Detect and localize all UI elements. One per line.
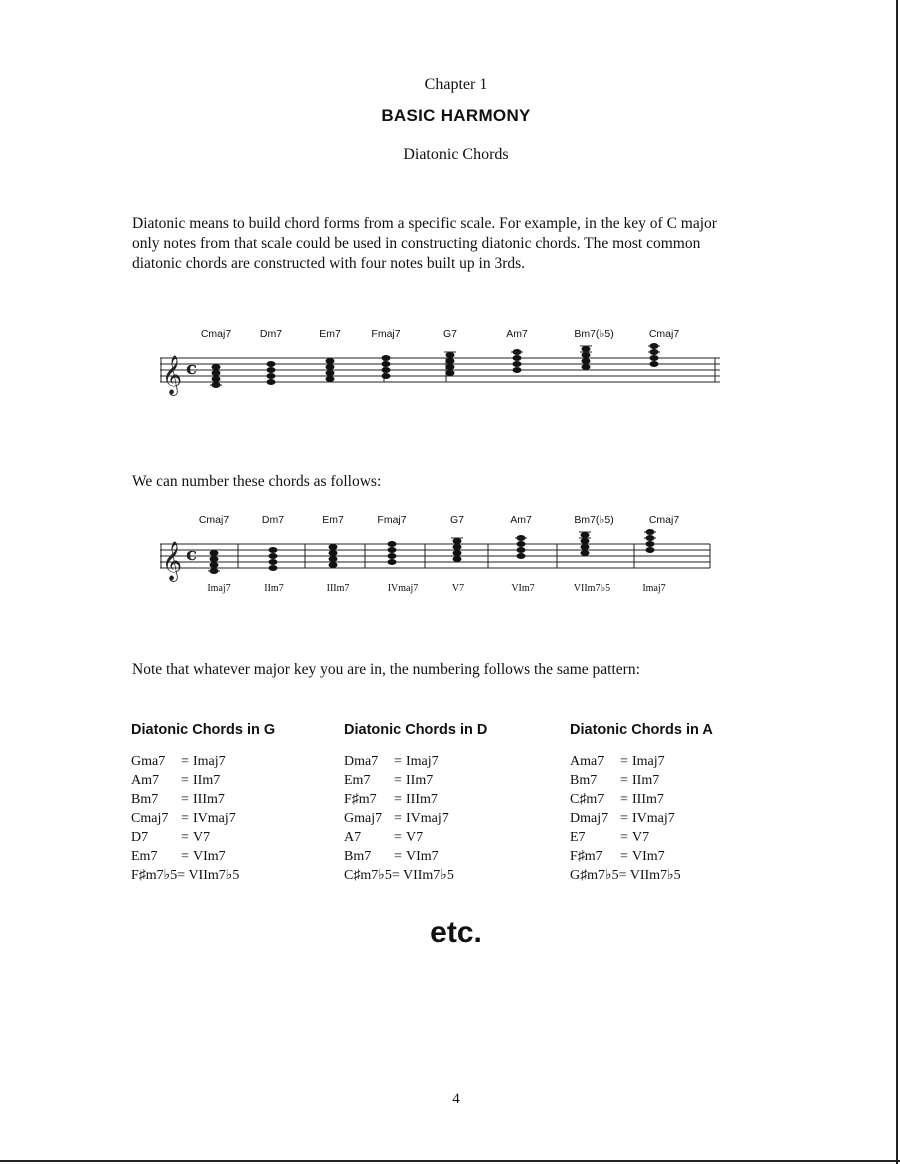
roman-numeral-label: IIIm7	[326, 583, 350, 594]
chord-symbol: C♯m7♭5=	[344, 868, 400, 883]
chord-symbol: Am7	[131, 773, 159, 788]
key-column-a	[570, 722, 770, 885]
roman-numeral: Imaj7	[406, 754, 439, 769]
roman-numeral: VIm7	[193, 849, 226, 864]
roman-numeral-label: IIm7	[264, 583, 284, 594]
key-column-d	[344, 722, 544, 885]
chord-notes	[388, 541, 397, 565]
chord-symbol: D7	[131, 830, 149, 845]
chord-row	[344, 809, 544, 828]
chord-symbol: Gma7	[131, 754, 166, 769]
chord-notes	[267, 361, 276, 385]
chord-symbol: C♯m7	[570, 792, 605, 807]
chord-row	[131, 847, 331, 866]
roman-numeral: IVmaj7	[193, 811, 236, 826]
chord-label: G7	[449, 514, 465, 526]
page-edge-right	[896, 0, 898, 1164]
key-heading: Diatonic Chords in A	[570, 722, 713, 738]
chord-row	[570, 847, 770, 866]
roman-numeral-label: Imaj7	[642, 583, 666, 594]
chord-staff-1	[160, 328, 720, 428]
chord-symbol: E7	[570, 830, 586, 845]
equals-sign: =	[181, 849, 189, 864]
equals-sign: =	[394, 773, 402, 788]
equals-sign: =	[394, 830, 402, 845]
chord-row	[131, 809, 331, 828]
treble-clef-icon: 𝄞	[162, 355, 183, 395]
roman-numeral-label: VIIm7♭5	[573, 583, 611, 594]
roman-numeral: IVmaj7	[632, 811, 675, 826]
key-column-g	[131, 722, 331, 885]
chord-label: Fmaj7	[377, 514, 407, 526]
chord-row	[344, 752, 544, 771]
page-edge-bottom	[0, 1160, 900, 1162]
chord-symbol: F♯m7♭5=	[131, 868, 186, 883]
equals-sign: =	[181, 811, 189, 826]
roman-numeral: IIm7	[632, 773, 660, 788]
chord-label: Cmaj7	[648, 514, 680, 526]
intro-paragraph	[132, 214, 792, 274]
equals-sign: =	[620, 830, 628, 845]
intro-line: diatonic chords are constructed with four notes built up in 3rds.	[132, 255, 526, 272]
staff-notation	[160, 328, 720, 428]
chord-symbol: G♯m7♭5=	[570, 868, 627, 883]
chord-label: Cmaj7	[200, 328, 232, 340]
chord-label: Dm7	[259, 328, 283, 340]
roman-numeral: VIIm7♭5	[629, 868, 681, 883]
chord-label: Am7	[506, 328, 528, 340]
chord-staff-2	[160, 514, 720, 614]
roman-numeral: IIIm7	[193, 792, 225, 807]
chord-symbol: Em7	[131, 849, 158, 864]
time-signature: c	[186, 544, 197, 565]
roman-numeral: IIIm7	[632, 792, 664, 807]
chord-row	[344, 847, 544, 866]
roman-numeral: VIm7	[632, 849, 665, 864]
chord-label: Cmaj7	[198, 514, 230, 526]
key-heading: Diatonic Chords in D	[344, 722, 488, 738]
chord-row	[570, 790, 770, 809]
chord-label: G7	[442, 328, 458, 340]
equals-sign: =	[394, 811, 402, 826]
chord-row	[570, 771, 770, 790]
chord-row	[344, 771, 544, 790]
roman-numeral-label: Imaj7	[207, 583, 231, 594]
chapter-label: Chapter 1	[424, 76, 488, 93]
numbering-lead-text: We can number these chords as follows:	[132, 473, 382, 490]
chord-symbol: Cmaj7	[131, 811, 169, 826]
roman-numeral: VIIm7♭5	[188, 868, 240, 883]
chord-notes	[382, 355, 391, 379]
roman-numeral-label: V7	[451, 583, 465, 594]
time-signature: c	[186, 358, 197, 379]
roman-numeral: Imaj7	[632, 754, 665, 769]
equals-sign: =	[394, 792, 402, 807]
roman-numeral-label: IVmaj7	[387, 583, 419, 594]
chord-symbol: Dma7	[344, 754, 379, 769]
chord-notes	[650, 343, 659, 367]
chord-symbol: Dmaj7	[570, 811, 609, 826]
equals-sign: =	[620, 792, 628, 807]
equals-sign: =	[620, 754, 628, 769]
pattern-lead-text: Note that whatever major key you are in, the numbering follows the same pattern:	[132, 661, 640, 678]
equals-sign: =	[620, 811, 628, 826]
chord-symbol: F♯m7	[344, 792, 377, 807]
roman-numeral: V7	[632, 830, 650, 845]
chord-row	[131, 752, 331, 771]
equals-sign: =	[394, 849, 402, 864]
equals-sign: =	[394, 754, 402, 769]
intro-line: Diatonic means to build chord forms from a specific scale. For example, in the key of C major	[132, 215, 717, 232]
chord-symbol: Bm7	[131, 792, 159, 807]
chord-label: Em7	[322, 514, 344, 526]
chord-symbol: Em7	[344, 773, 371, 788]
treble-clef-icon: 𝄞	[162, 541, 183, 581]
roman-numeral: V7	[406, 830, 424, 845]
chord-notes	[517, 535, 526, 559]
chord-symbol: A7	[344, 830, 362, 845]
chord-row	[344, 866, 544, 885]
equals-sign: =	[181, 754, 189, 769]
chord-row	[570, 752, 770, 771]
chord-symbol: Gmaj7	[344, 811, 383, 826]
chord-label: Em7	[319, 328, 341, 340]
equals-sign: =	[181, 830, 189, 845]
chord-row	[131, 790, 331, 809]
roman-numeral: IIm7	[406, 773, 434, 788]
staff-notation	[160, 514, 720, 614]
roman-numeral: IIIm7	[406, 792, 438, 807]
chord-row	[570, 866, 770, 885]
chord-symbol: Ama7	[570, 754, 605, 769]
roman-numeral: IVmaj7	[406, 811, 449, 826]
chord-symbol: Bm7	[344, 849, 372, 864]
chord-notes	[646, 529, 655, 553]
equals-sign: =	[620, 773, 628, 788]
chord-row	[570, 809, 770, 828]
equals-sign: =	[181, 792, 189, 807]
chord-row	[344, 828, 544, 847]
roman-numeral: IIm7	[193, 773, 221, 788]
chord-label: Bm7(♭5)	[574, 328, 614, 340]
roman-numeral: V7	[193, 830, 211, 845]
chord-notes	[513, 349, 522, 373]
chord-label: Bm7(♭5)	[574, 514, 614, 526]
chord-label: Dm7	[261, 514, 285, 526]
page-title: BASIC HARMONY	[381, 106, 531, 125]
intro-line: only notes from that scale could be used in constructing diatonic chords. The most common	[132, 235, 701, 252]
roman-numeral-label: VIm7	[511, 583, 535, 594]
etc-label: etc.	[430, 916, 482, 949]
equals-sign: =	[181, 773, 189, 788]
chord-label: Cmaj7	[648, 328, 680, 340]
roman-numeral: VIm7	[406, 849, 439, 864]
section-subtitle: Diatonic Chords	[403, 146, 509, 163]
chord-label: Fmaj7	[371, 328, 401, 340]
roman-numeral: Imaj7	[193, 754, 226, 769]
chord-row	[131, 866, 331, 885]
equals-sign: =	[620, 849, 628, 864]
roman-numeral: VIIm7♭5	[402, 868, 454, 883]
chord-notes	[269, 547, 278, 571]
page-number: 4	[452, 1091, 460, 1107]
chord-row	[131, 828, 331, 847]
chord-symbol: F♯m7	[570, 849, 603, 864]
chord-label: Am7	[510, 514, 532, 526]
chord-row	[570, 828, 770, 847]
chord-row	[344, 790, 544, 809]
key-heading: Diatonic Chords in G	[131, 722, 276, 738]
chord-symbol: Bm7	[570, 773, 598, 788]
chord-row	[131, 771, 331, 790]
